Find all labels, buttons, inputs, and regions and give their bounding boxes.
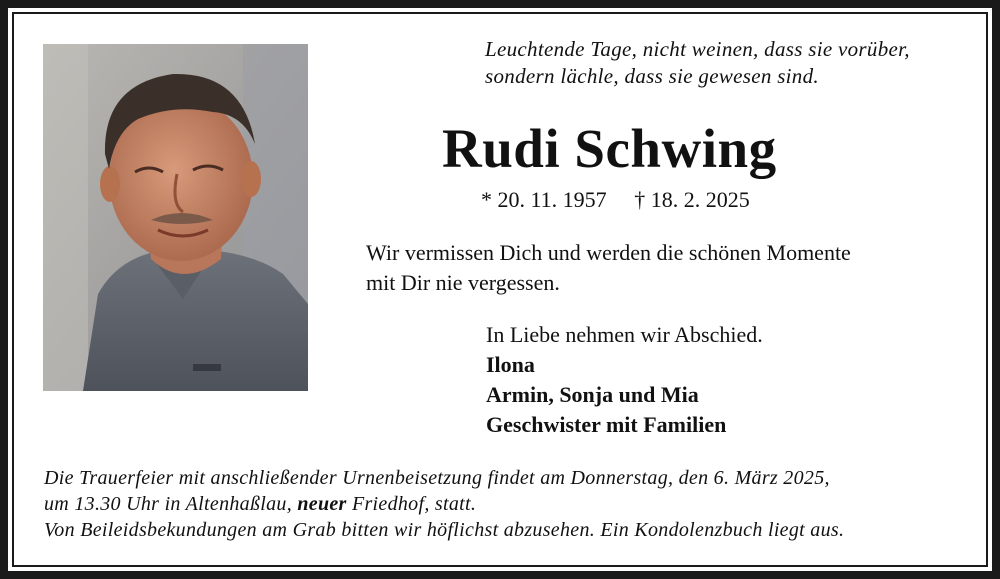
notice-line-1: Die Trauerfeier mit anschließender Urnenbeisetzung findet am Donnerstag, den 6. März 2025,	[44, 467, 830, 489]
notice-line-2-end: Friedhof, statt.	[346, 493, 477, 515]
message-line-1: Wir vermissen Dich und werden die schönen Momente	[366, 240, 851, 265]
family-member: Geschwister mit Familien	[486, 412, 727, 437]
family-signature	[486, 320, 966, 440]
death-date: † 18. 2. 2025	[634, 187, 750, 212]
message-line-2: mit Dir nie vergessen.	[366, 270, 560, 295]
life-dates	[481, 186, 750, 214]
quote-line-2: sondern lächle, dass sie gewesen sind.	[485, 64, 819, 88]
notice-line-2	[44, 491, 979, 517]
portrait-photo	[43, 44, 308, 391]
notice-emphasis: neuer	[297, 493, 347, 515]
quote-line-1: Leuchtende Tage, nicht weinen, dass sie vorüber,	[485, 37, 910, 61]
deceased-name: Rudi Schwing	[442, 118, 777, 179]
quote	[485, 36, 975, 90]
funeral-notice	[44, 465, 979, 543]
notice-line-3: Von Beileidsbekundungen am Grab bitten wir höflichst abzusehen. Ein Kondolenzbuch liegt aus.	[44, 519, 845, 541]
notice-line-2-start: um 13.30 Uhr in Altenhaßlau,	[44, 493, 298, 515]
birth-date: * 20. 11. 1957	[481, 187, 607, 212]
family-member: Ilona	[486, 352, 535, 377]
farewell-text: In Liebe nehmen wir Abschied.	[486, 322, 763, 347]
family-member: Armin, Sonja und Mia	[486, 382, 699, 407]
memorial-message	[366, 238, 976, 298]
